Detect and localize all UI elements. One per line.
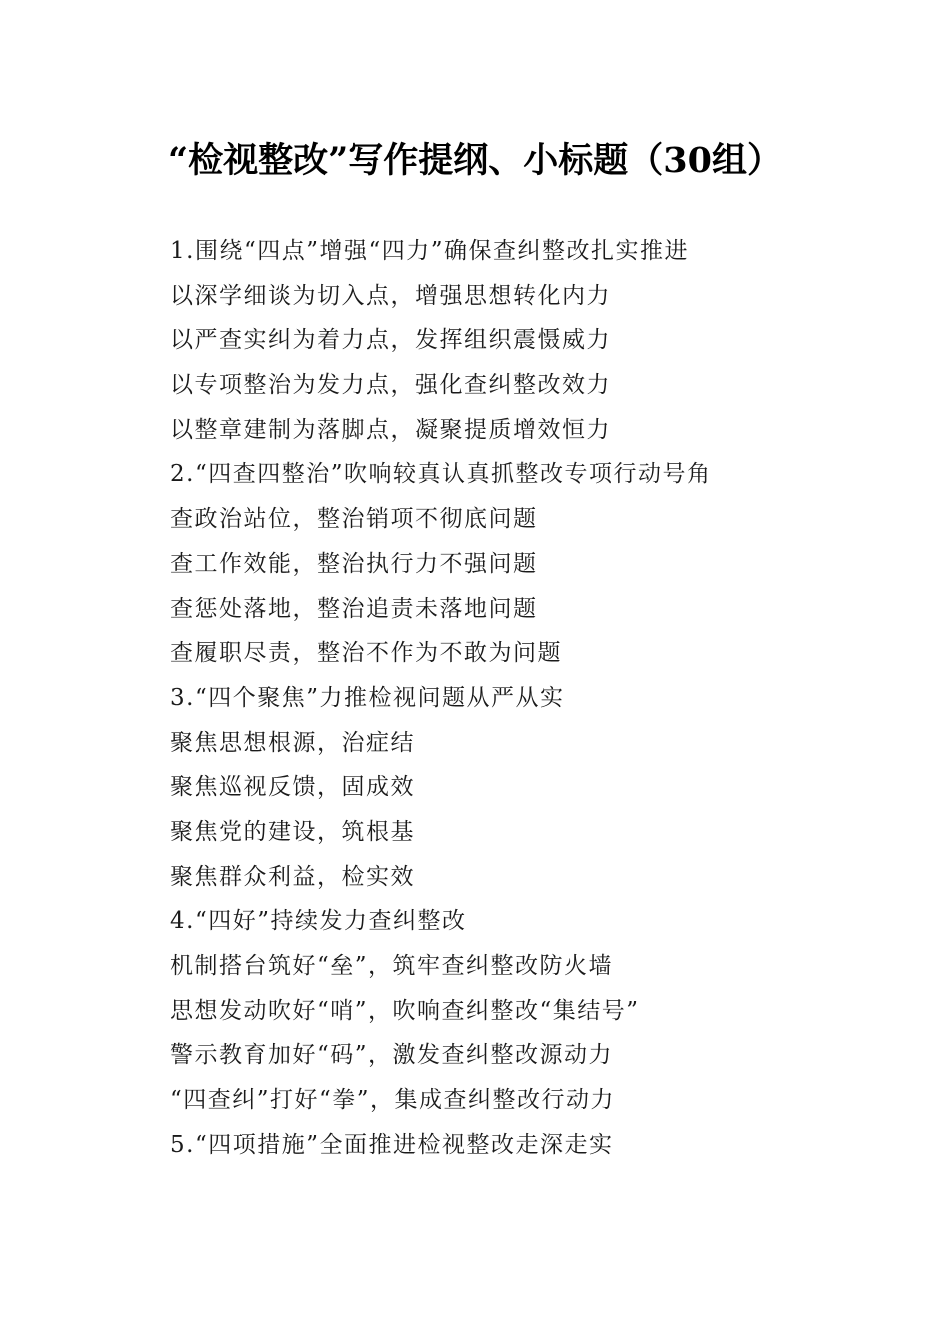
text-line: “四查纠”打好“拳”，集成查纠整改行动力 xyxy=(170,1087,616,1114)
text-line: 机制搭台筑好“垒”，筑牢查纠整改防火墙 xyxy=(170,953,614,979)
text-line: 以深学细谈为切入点，增强思想转化内力 xyxy=(170,282,611,309)
heading-4: 4.“四好”持续发力查纠整改 xyxy=(170,908,467,935)
text-line: 查惩处落地，整治追责未落地问题 xyxy=(170,595,538,622)
text-line: 聚焦思想根源，治症结 xyxy=(170,729,415,756)
text-line: 查工作效能，整治执行力不强问题 xyxy=(170,550,538,577)
document-body xyxy=(170,229,870,1167)
heading-3: 3.“四个聚焦”力推检视问题从严从实 xyxy=(170,684,565,711)
text-line: 思想发动吹好“哨”，吹响查纠整改“集结号” xyxy=(170,997,640,1024)
text-line: 聚焦群众利益，检实效 xyxy=(170,863,415,890)
document-title: “检视整改”写作提纲、小标题（30组） xyxy=(168,140,782,181)
text-line: 聚焦巡视反馈，固成效 xyxy=(170,774,415,801)
heading-1: 1.围绕“四点”增强“四力”确保查纠整改扎实推进 xyxy=(170,238,689,264)
text-line: 查履职尽责，整治不作为不敢为问题 xyxy=(170,640,562,667)
text-line: 警示教育加好“码”，激发查纠整改源动力 xyxy=(170,1042,614,1069)
text-line: 查政治站位，整治销项不彻底问题 xyxy=(170,506,538,533)
text-line: 聚焦党的建设，筑根基 xyxy=(170,818,415,845)
heading-2: 2.“四查四整治”吹响较真认真抓整改专项行动号角 xyxy=(170,461,712,488)
text-line: 以严查实纠为着力点，发挥组织震慑威力 xyxy=(170,327,611,354)
heading-5: 5.“四项措施”全面推进检视整改走深走实 xyxy=(170,1131,614,1158)
text-line: 以专项整治为发力点，强化查纠整改效力 xyxy=(170,372,611,399)
text-line: 以整章建制为落脚点，凝聚提质增效恒力 xyxy=(170,416,611,443)
